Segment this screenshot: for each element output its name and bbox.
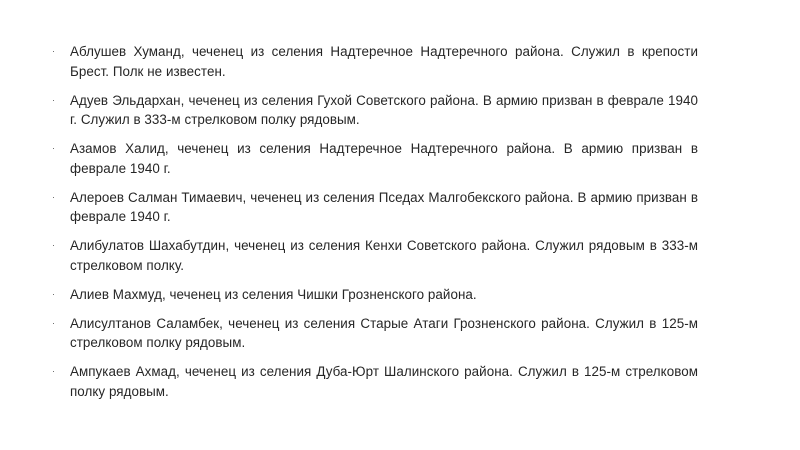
bullet-icon: · [52, 191, 56, 202]
bullet-icon: · [52, 143, 56, 153]
list-item [52, 91, 698, 130]
list-item-text: Алибулатов Шахабутдин, чеченец из селения Кенхи Советского района. Служил рядовым в 333-м стрелковом полку. [70, 238, 698, 273]
bullet-icon: · [52, 94, 56, 105]
list-item [52, 362, 698, 401]
list-item [52, 139, 698, 178]
list-item-text: Аблушев Хуманд, чеченец из селения Надтеречное Надтеречного района. Служил в крепости Брест. Полк не известен. [70, 44, 698, 79]
list-item-text: Алероев Салман Тимаевич, чеченец из селения Пседах Малгобекского района. В армию призван в феврале 1940 г. [70, 189, 698, 224]
list-item [52, 285, 698, 305]
bullet-icon: · [52, 288, 56, 299]
list-item [52, 42, 698, 81]
list-item [52, 236, 698, 275]
list-item-text: Азамов Халид, чеченец из селения Надтеречное Надтеречного района. В армию призван в феврале 1940 г. [70, 141, 698, 176]
list-item-text: Адуев Эльдархан, чеченец из селения Гухой Советского района. В армию призван в феврале 1940 г. Служил в 333-м стрелковом полку рядовым. [70, 92, 698, 127]
list-item [52, 314, 698, 353]
bullet-icon: · [52, 240, 56, 250]
list-item-text: Ампукаев Ахмад, чеченец из селения Дуба-Юрт Шалинского района. Служил в 125-м стрелковом полку рядовым. [70, 364, 698, 399]
bullet-icon: · [52, 317, 56, 328]
bullet-icon: · [52, 46, 56, 56]
list-item-text: Алиев Махмуд, чеченец из селения Чишки Грозненского района. [70, 286, 477, 302]
bullet-icon: · [52, 366, 56, 376]
bullet-list [52, 42, 698, 411]
list-item [52, 188, 698, 227]
list-item-text: Алисултанов Саламбек, чеченец из селения Старые Атаги Грозненского района. Служил в 125-м стрелковом полку рядовым. [70, 315, 698, 350]
